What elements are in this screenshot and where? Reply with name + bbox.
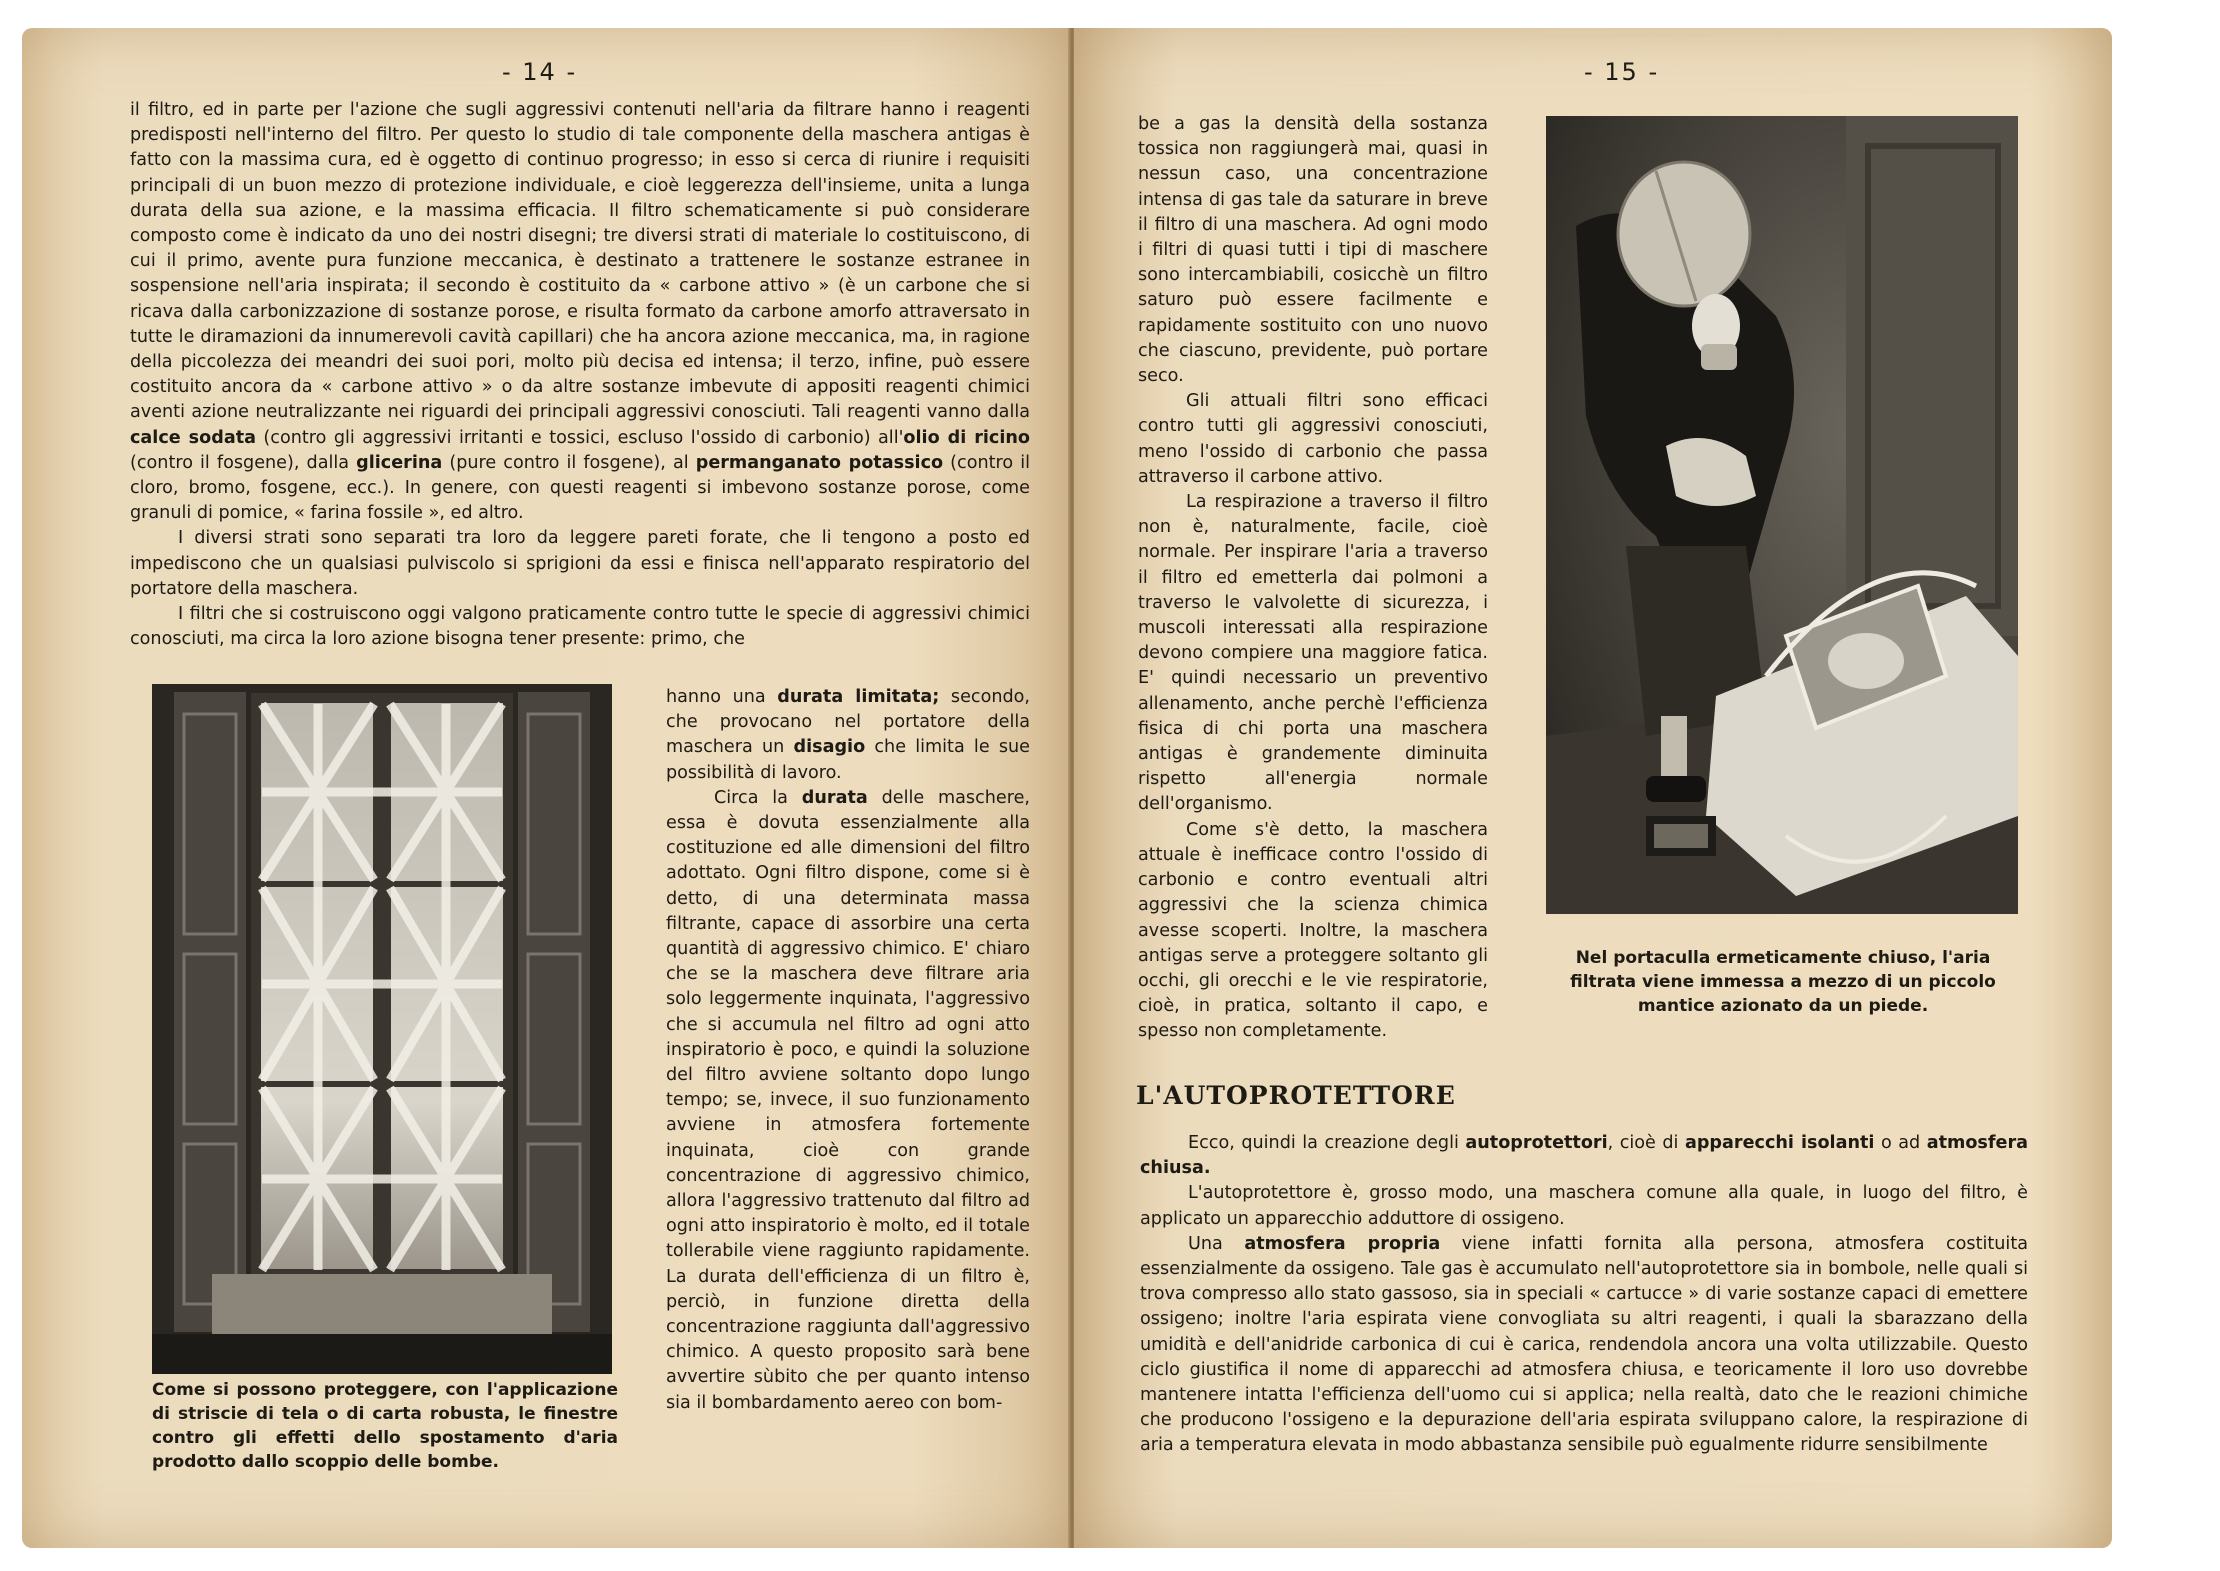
paragraph-layers: I diversi strati sono separati tra loro da leggere pareti forate, che li tengono a posto ed impediscono che un qualsiasi pulviscolo si sprigioni da essi e finisca nell'apparato respiratorio del portatore della maschera. bbox=[130, 528, 1030, 599]
paragraph-limitations: Come s'è detto, la maschera attuale è inefficace contro l'ossido di carbonio e contro eventuali altri aggressivi che la scienza chimica avesse scoperti. Inoltre, la maschera antigas serve a proteggere soltanto gli occhi, gli orecchi e le vie respiratorie, cioè, in pratica, soltanto il capo, e spesso non completamente. bbox=[1138, 819, 1488, 1042]
text-run: secondo, che provocano nel portatore della maschera un bbox=[666, 687, 1031, 758]
paragraph-duration bbox=[666, 786, 1030, 1416]
page-number-14: - 14 - bbox=[502, 58, 578, 86]
window-photo-caption: Come si possono proteggere, con l'applicazione di striscie di tela o di carta robusta, le finestre contro gli effetti dello spostamento d'aria prodotto dallo scoppio delle bombe. bbox=[152, 1380, 618, 1472]
text-run: il filtro, ed in parte per l'azione che sugli aggressivi contenuti nell'aria da filtrare hanno i reagenti predisposti nell'interno del filtro. Per questo lo studio di tale componente della maschera antigas è fatto con la massima cura, ed è oggetto di continuo progresso; in esso si cerca di riunire i requisiti principali di un buon mezzo di protezione individuale, e cioè leggerezza dell'insieme, unita a lunga durata della sua azione, e la massima efficacia. Il filtro schematicamente si può considerare composto come è indicato da uno dei nostri disegni; tre diversi strati di materiale lo costituiscono, di cui il primo, avente pura funzione meccanica, è destinato a trattenere le sostanze estranee in sospensione nell'aria inspirata; il secondo è costituito da « carbone attivo » (è un carbone che si ricava dalla carbonizzazione di sostanze porose, e risulta formato da carbone amorfo attraversato in tutte le diramazioni da innumerevoli cavità capillari) che ha ancora azione meccanica, ma, in ragione della piccolezza dei meandri dei suoi pori, molto più decisa ed intensa; il terzo, infine, può essere costituito ancora da « carbone attivo » o da altre sostanze imbevute di appositi reagenti chimici aventi azione neutralizzante nei riguardi dei principali aggressivi conosciuti. Tali reagenti vanno dalla bbox=[130, 100, 1030, 423]
text-run: (pure contro il fosgene), al bbox=[442, 452, 696, 473]
bold-calce-sodata: calce sodata bbox=[130, 427, 256, 448]
left-top-text bbox=[130, 98, 1030, 652]
text-run: o ad bbox=[1874, 1133, 1927, 1153]
paragraph-filters-intro: I filtri che si costruiscono oggi valgono praticamente contro tutte le specie di aggressivi chimici conosciuti, ma circa la loro azione bisogna tener presente: primo, che bbox=[130, 604, 1030, 650]
paragraph-efficacy: Gli attuali filtri sono efficaci contro tutti gli aggressivi conosciuti, meno l'ossido di carbonio che passa attraverso il carbone attivo. bbox=[1138, 391, 1488, 487]
right-bottom-text bbox=[1140, 1131, 2028, 1459]
text-run: (contro il fosgene), dalla bbox=[130, 452, 357, 473]
bold-atmosfera-propria: atmosfera propria bbox=[1244, 1233, 1441, 1254]
paragraph-oxygen bbox=[1140, 1232, 2028, 1459]
text-run: che limita le sue possibilità di lavoro. bbox=[666, 737, 1030, 783]
paragraph-definition: L'autoprotettore è, grosso modo, una maschera comune alla quale, in luogo del filtro, è applicato un apparecchio adduttore di ossigeno. bbox=[1140, 1183, 2028, 1229]
left-column-text bbox=[666, 685, 1030, 1416]
bold-disagio: disagio bbox=[793, 737, 866, 758]
window-illustration bbox=[152, 684, 612, 1374]
gas-mask-illustration bbox=[1546, 116, 2018, 914]
right-column-text bbox=[1138, 112, 1488, 1045]
gas-mask-photo bbox=[1546, 116, 2018, 914]
text-run: (contro il cloro, bromo, fosgene, ecc.). In genere, con questi reagenti si imbevono sostanze porose, come granuli di pomice, « farina fossile », ed altro. bbox=[130, 452, 1030, 524]
bold-olio-di-ricino: olio di ricino bbox=[903, 427, 1030, 448]
paragraph-autoprotettori bbox=[1140, 1131, 2028, 1181]
text-run: (contro gli aggressivi irritanti e tossici, escluso l'ossido di carbonio) all' bbox=[255, 427, 904, 448]
section-heading: L'AUTOPROTETTORE bbox=[1136, 1081, 1456, 1110]
left-page bbox=[22, 28, 1070, 1548]
paragraph-filter bbox=[130, 98, 1030, 526]
paragraph-density: be a gas la densità della sostanza tossica non raggiungerà mai, quasi in nessun caso, una concentrazione intensa di gas tale da saturare in breve il filtro di una maschera. Ad ogni modo i filtri di quasi tutti i tipi di maschere sono intercambiabili, cosicchè un filtro saturo può essere facilmente e rapidamente sostituito con uno nuovo che ciascuno, previdente, può portare seco. bbox=[1138, 114, 1488, 387]
text-run: viene infatti fornita alla persona, atmosfera costituita essenzialmente da ossigeno. Tale gas è accumulato nell'autoprotettore sia in bombole, nelle quali si trova compresso allo stato gassoso, sia in speciali « cartucce » di varie sostanze capaci di emettere ossigeno; inoltre l'aria espirata viene convogliata su altri reagenti, i quali la sbarazzano della umidità e dell'anidride carbonica di cui è carica, rendendola ancora una volta utilizzabile. Questo ciclo giustifica il nome di apparecchi ad atmosfera chiusa, e teoricamente il loro uso dovrebbe mantenere intatta l'efficienza dell'uomo cui si applica; nella realtà, dato che le reazioni chimiche che producono l'ossigeno e la depurazione dell'aria espirata sviluppano calore, la respirazione di aria a temperatura elevata in modo abbastanza sensibile può egualmente ridurre sensibilmente bbox=[1140, 1233, 2029, 1456]
text-run: Circa la bbox=[714, 787, 802, 808]
bold-durata: durata bbox=[801, 787, 868, 808]
bold-glicerina: glicerina bbox=[356, 452, 443, 473]
gas-mask-photo-caption: Nel portaculla ermeticamente chiuso, l'aria filtrata viene immessa a mezzo di un piccolo mantice azionato da un piede. bbox=[1570, 948, 1996, 1016]
text-run: hanno una bbox=[666, 687, 778, 707]
window-photo bbox=[152, 684, 612, 1374]
paragraph-limits bbox=[666, 685, 1030, 786]
bold-durata-limitata: durata limitata; bbox=[777, 687, 940, 707]
text-run: , cioè di bbox=[1607, 1133, 1685, 1153]
text-run: Ecco, quindi la creazione degli bbox=[1188, 1133, 1466, 1153]
text-run: delle maschere, essa è dovuta essenzialmente alla costituzione ed alle dimensioni del filtro adottato. Ogni filtro dispone, come si è detto, di una determinata massa filtrante, capace di assorbire una certa quantità di aggressivo chimico. E' chiaro che se la maschera deve filtrare aria solo leggermente inquinata, l'aggressivo che si accumula nel filtro ad ogni atto inspiratorio è poco, e quindi la soluzione del filtro avviene soltanto dopo lungo tempo; se, invece, il suo funzionamento avviene in atmosfera fortemente inquinata, cioè con grande concentrazione di aggressivo chimico, allora l'aggressivo trattenuto dal filtro ad ogni atto inspiratorio è molto, ed il totale tollerabile viene raggiunto rapidamente. La durata dell'efficienza di un filtro è, perciò, in funzione diretta della concentrazione raggiunta dall'aggressivo chimico. A questo proposito sarà bene avvertire sùbito che per quanto intenso sia il bombardamento aereo con bom- bbox=[666, 787, 1030, 1413]
bold-autoprotettori: autoprotettori bbox=[1465, 1133, 1608, 1153]
right-page bbox=[1074, 28, 2112, 1548]
paragraph-breathing: La respirazione a traverso il filtro non è, naturalmente, facile, cioè normale. Per inspirare l'aria a traverso il filtro ed emetterla dai polmoni a traverso le valvolette di sicurezza, i muscoli interessati alla respirazione devono compiere una maggiore fatica. E' quindi necessario un preventivo allenamento, anche perchè l'efficienza fisica di chi porta una maschera antigas è grandemente diminuita rispetto all'energia normale dell'organismo. bbox=[1138, 492, 1488, 815]
bold-permanganato: permanganato potassico bbox=[695, 452, 944, 473]
bold-atmosfera-chiusa: atmosfera chiusa. bbox=[1140, 1133, 2029, 1179]
page-number-15: - 15 - bbox=[1584, 58, 1660, 86]
bold-apparecchi-isolanti: apparecchi isolanti bbox=[1684, 1133, 1875, 1153]
open-booklet bbox=[22, 28, 2112, 1548]
text-run: Una bbox=[1188, 1233, 1245, 1254]
